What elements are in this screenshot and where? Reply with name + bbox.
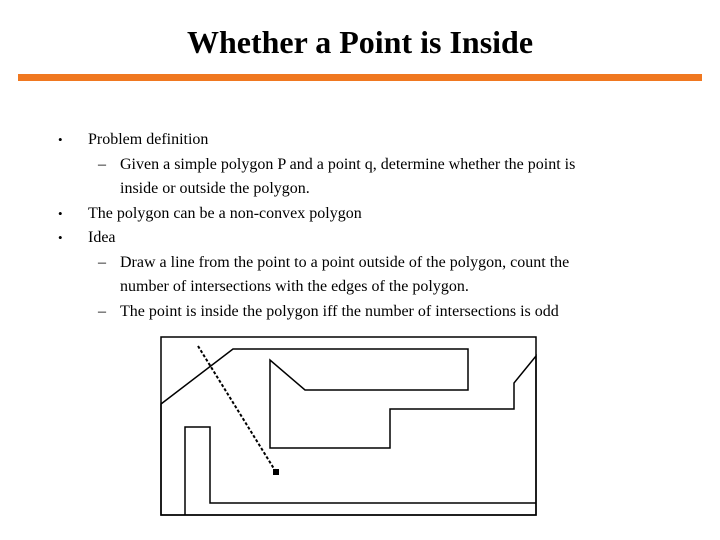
sub-bullet-text: Draw a line from the point to a point outside of the polygon, count the	[120, 253, 570, 271]
sub-bullet-text: The point is inside the polygon iff the number of intersections is odd	[120, 302, 559, 320]
slide-title: Whether a Point is Inside	[186, 24, 534, 60]
dash-icon: –	[98, 155, 106, 173]
bullet-text: Idea	[88, 229, 116, 246]
dash-icon: –	[98, 302, 106, 320]
bullet-icon: •	[58, 132, 63, 147]
dash-icon: –	[98, 253, 106, 271]
non-convex-polygon	[161, 349, 536, 515]
query-point	[273, 469, 279, 475]
bullet-text: The polygon can be a non-convex polygon	[88, 204, 362, 222]
sub-bullet-text: number of intersections with the edges of the polygon.	[120, 278, 469, 295]
diagram-frame	[161, 337, 536, 515]
bullet-icon: •	[58, 230, 63, 245]
sub-bullet-text: inside or outside the polygon.	[120, 180, 310, 197]
bullet-text: Problem definition	[88, 131, 209, 148]
polygon-inner-notch	[185, 427, 536, 515]
sub-bullet-text: Given a simple polygon P and a point q, determine whether the point is	[120, 155, 576, 173]
bullet-icon: •	[58, 205, 63, 221]
